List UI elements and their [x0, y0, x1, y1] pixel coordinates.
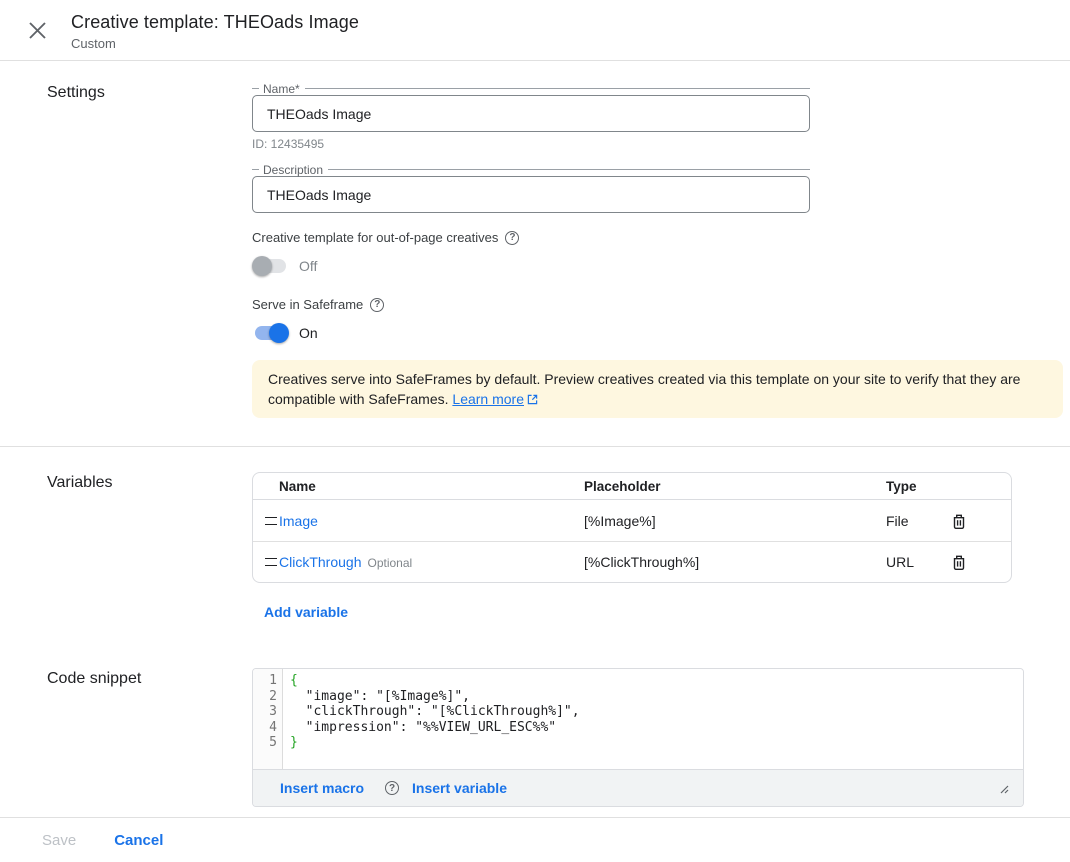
dialog-header — [0, 0, 1070, 61]
variables-rows — [253, 500, 1011, 582]
code-editor — [252, 668, 1024, 807]
safeframe-notice — [252, 360, 1063, 418]
page-subtitle: Custom — [71, 36, 116, 51]
add-variable-button[interactable]: Add variable — [264, 604, 349, 620]
close-icon — [28, 21, 47, 40]
toggle-off-switch — [252, 256, 289, 276]
variable-type: File — [886, 512, 909, 529]
code-editor-footer — [253, 769, 1023, 806]
name-input[interactable] — [252, 95, 810, 132]
help-icon[interactable]: ? — [385, 781, 399, 795]
resize-handle[interactable] — [997, 782, 1009, 794]
variable-optional-badge: Optional — [367, 556, 413, 570]
safeframe-label-row — [252, 297, 1063, 312]
cancel-button[interactable]: Cancel — [114, 831, 164, 849]
drag-handle-icon[interactable] — [265, 558, 277, 566]
variable-placeholder: [%Image%] — [584, 512, 656, 529]
column-header-type: Type — [886, 478, 917, 494]
label-dash — [252, 169, 259, 170]
name-field-label: Name* — [263, 81, 300, 96]
code-snippet-section-label: Code snippet — [47, 670, 142, 687]
insert-macro-button[interactable]: Insert macro — [267, 780, 378, 796]
help-icon[interactable]: ? — [370, 298, 384, 312]
variables-table-header — [253, 473, 1011, 500]
safeframe-notice-text: Creatives serve into SafeFrames by default. Preview creatives created via this template on your site to verify that they are compatible with SafeFrames. — [268, 371, 1021, 407]
trash-icon — [952, 513, 966, 529]
out-of-page-toggle[interactable] — [252, 255, 372, 277]
variable-name-link[interactable]: ClickThrough — [279, 554, 362, 570]
delete-variable-button[interactable] — [950, 552, 968, 572]
safeframe-toggle-state: On — [299, 325, 318, 341]
label-dash — [252, 88, 259, 89]
variables-section — [0, 446, 1070, 644]
code-line: { — [290, 673, 298, 688]
code-area[interactable] — [253, 669, 1023, 769]
out-of-page-label-row — [252, 230, 1063, 245]
variables-section-label: Variables — [47, 474, 113, 491]
variable-name-link[interactable]: Image — [279, 512, 318, 529]
table-row — [253, 541, 1011, 582]
settings-section — [0, 61, 1070, 446]
code-line: } — [290, 735, 298, 751]
save-button[interactable]: Save — [42, 831, 77, 849]
variables-table — [252, 472, 1012, 583]
safeframe-label: Serve in Safeframe — [252, 297, 364, 312]
code-line: "clickThrough": "[%ClickThrough%]", — [290, 704, 580, 720]
column-header-placeholder: Placeholder — [584, 478, 661, 494]
insert-variable-button[interactable]: Insert variable — [399, 780, 520, 796]
description-field-label: Description — [263, 162, 324, 177]
help-icon[interactable]: ? — [505, 231, 519, 245]
code-snippet-section — [0, 644, 1070, 825]
label-line — [305, 88, 810, 89]
description-field-label-row — [252, 163, 810, 176]
column-header-name: Name — [279, 478, 316, 494]
settings-section-label: Settings — [47, 84, 105, 101]
page-title: Creative template: THEOads Image — [71, 12, 359, 32]
line-number-gutter: 1 2 3 4 5 — [253, 669, 283, 769]
external-link-icon — [527, 394, 538, 405]
table-row — [253, 500, 1011, 541]
dialog-footer — [0, 817, 1070, 862]
template-id-text: ID: 12435495 — [252, 137, 325, 151]
name-field-label-row — [252, 82, 810, 95]
code-line: "image": "[%Image%]", — [290, 688, 471, 704]
resize-grip-icon — [997, 782, 1009, 794]
toggle-knob — [269, 323, 289, 343]
drag-handle-icon[interactable] — [265, 517, 277, 525]
toggle-knob — [252, 256, 272, 276]
label-line — [328, 169, 810, 170]
close-button[interactable] — [24, 17, 51, 44]
learn-more-link[interactable]: Learn more — [452, 391, 538, 407]
variable-type: URL — [886, 554, 915, 570]
code-line: "impression": "%%VIEW_URL_ESC%%" — [290, 719, 557, 735]
variable-placeholder: [%ClickThrough%] — [584, 554, 700, 570]
trash-icon — [952, 554, 966, 570]
code-lines[interactable] — [283, 669, 1023, 769]
out-of-page-toggle-state: Off — [299, 258, 318, 274]
safeframe-toggle[interactable] — [252, 322, 372, 344]
delete-variable-button[interactable] — [950, 511, 968, 531]
toggle-on-switch — [252, 323, 289, 343]
out-of-page-label: Creative template for out-of-page creatives — [252, 230, 499, 245]
description-input[interactable] — [252, 176, 810, 213]
